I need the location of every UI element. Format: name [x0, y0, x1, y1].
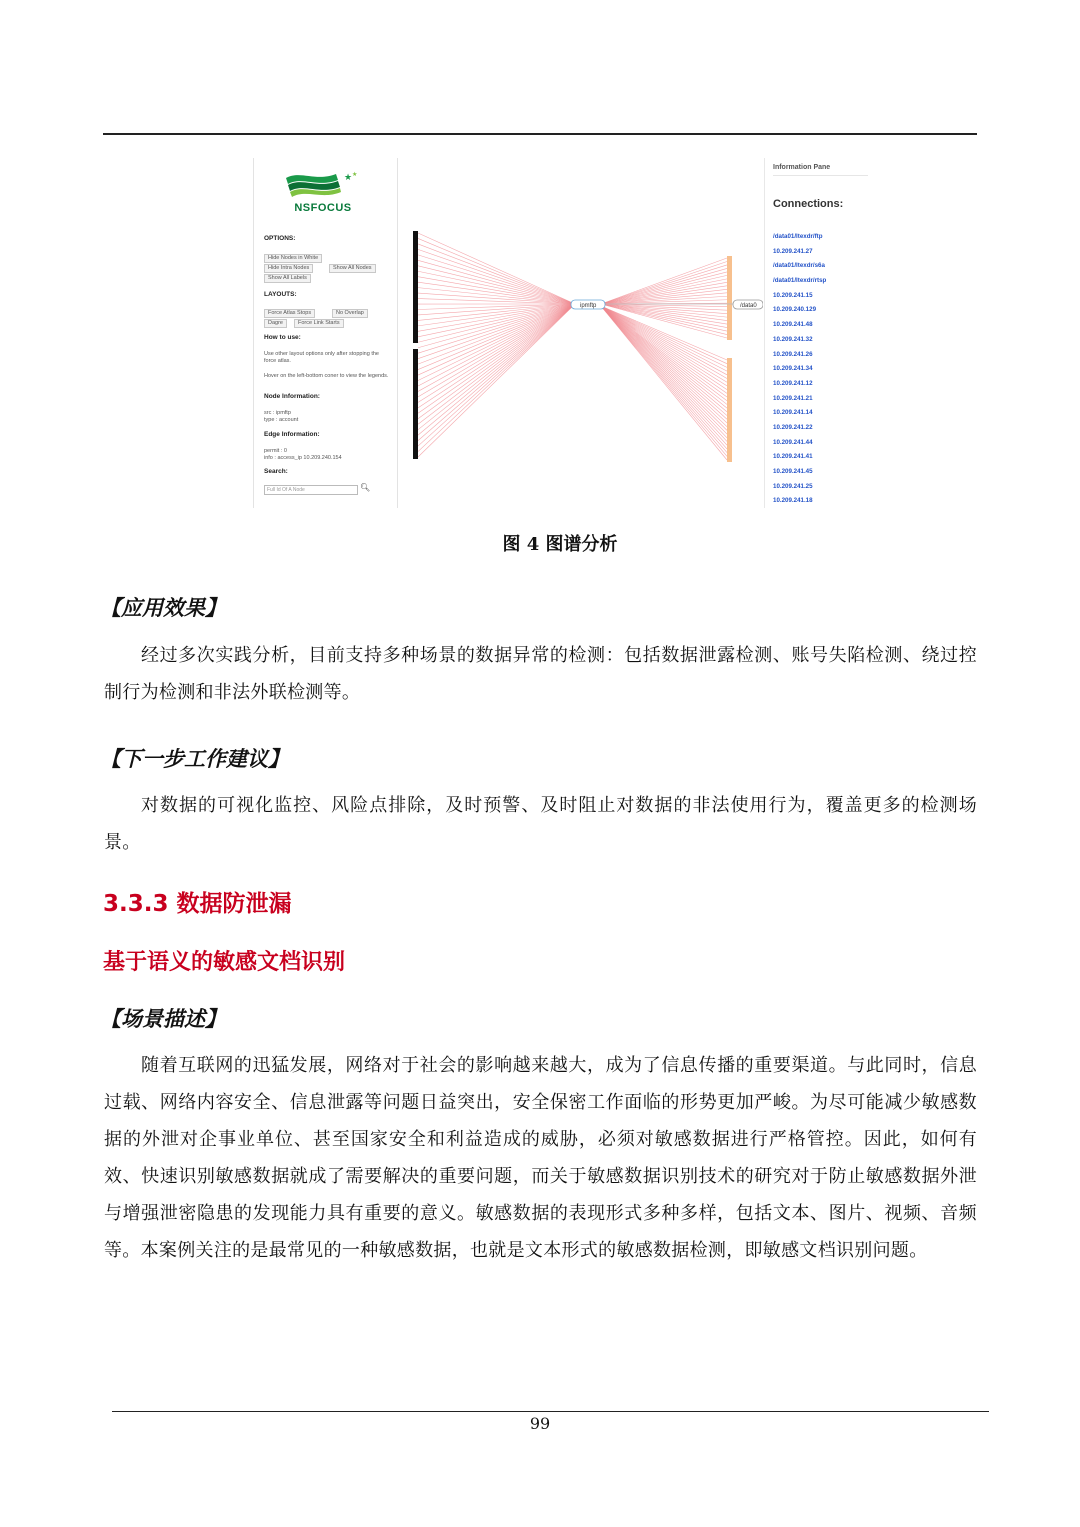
left-node-cluster-top[interactable] — [413, 231, 418, 343]
scene-paragraph: 随着互联网的迅猛发展，网络对于社会的影响越来越大，成为了信息传播的重要渠道。与此同时，信息过载、网络内容安全、信息泄露等问题日益突出，安全保密工作面临的形势更加严峻。为尽可能减少敏感数据的外泄对企事业单位、甚至国家安全和利益造成的威胁，必须对敏感数据进行严格管控。因此，如何有效、快速识别敏感数据就成了需要解决的重要问题，而关于敏感数据识别技术的研究对于防止敏感数据外泄与增强泄密隐患的发现能力具有重要的意义。敏感数据的表现形式多种多样，包括文本、图片、视频、音频等。本案例关注的是最常见的一种敏感数据，也就是文本形式的敏感数据检测，即敏感文档识别问题。 — [104, 1055, 977, 1261]
nsfocus-flag-icon — [278, 168, 368, 202]
connection-link[interactable]: 10.209.241.32 — [773, 335, 813, 343]
graph-edge — [601, 306, 727, 419]
effect-paragraph: 经过多次实践分析，目前支持多种场景的数据异常的检测：包括数据泄露检测、账号失陷检测、绕过控制行为检测和非法外联检测等。 — [104, 645, 977, 703]
show-all-nodes-button[interactable]: Show All Nodes — [329, 264, 376, 273]
graph-edge — [601, 306, 727, 412]
graph-edge — [601, 306, 727, 401]
connection-link[interactable]: 10.209.241.15 — [773, 291, 813, 299]
connection-link[interactable]: 10.209.241.26 — [773, 350, 813, 358]
dagre-button[interactable]: Dagre — [264, 319, 287, 328]
connection-link[interactable]: /data01/ltexdr/ftp — [773, 233, 823, 240]
footer-rule — [112, 1411, 989, 1412]
svg-text:★: ★ — [344, 172, 353, 182]
graph-edge — [418, 304, 575, 441]
options-title: OPTIONS: — [264, 235, 296, 242]
connection-link[interactable]: 10.209.241.45 — [773, 468, 813, 475]
node-search-input[interactable]: Full Id Of A Node — [264, 485, 358, 495]
network-graph — [403, 218, 763, 468]
graph-edge — [601, 306, 727, 434]
connection-link[interactable]: 10.209.241.27 — [773, 247, 813, 255]
nsfocus-logo — [278, 168, 368, 216]
hide-intra-nodes-button[interactable]: Hide Intra Nodes — [264, 264, 313, 273]
connection-link[interactable]: 10.209.240.129 — [773, 306, 817, 314]
connection-link[interactable]: 10.209.241.25 — [773, 482, 813, 490]
howto-title: How to use: — [264, 334, 301, 341]
node-info-line: src : ipmftp — [264, 410, 291, 416]
force-link-starts-button[interactable]: Force Link Starts — [294, 319, 344, 328]
graph-edge — [601, 272, 727, 304]
graph-edge — [418, 304, 575, 381]
graph-edge — [601, 306, 727, 453]
next-steps-paragraph: 对数据的可视化监控、风险点排除，及时预警、及时阻止对数据的非法使用行为，覆盖更多的检测场景。 — [104, 795, 977, 853]
node-info-line: type : account — [264, 417, 299, 423]
connection-link[interactable]: 10.209.241.41 — [773, 453, 813, 461]
right-node-cluster-top[interactable] — [727, 256, 732, 340]
graph-edge — [601, 306, 727, 416]
subsection-heading: 基于语义的敏感文档识别 — [103, 950, 346, 975]
connection-link[interactable]: 10.209.241.21 — [773, 394, 813, 402]
force-atlas-stops-button[interactable]: Force Atlas Stops — [264, 309, 315, 318]
graph-edge — [418, 260, 575, 304]
howto-line: Use other layout options only after stopping the force atlas. — [264, 351, 379, 364]
graph-edge — [418, 304, 575, 391]
information-pane — [764, 158, 876, 508]
graph-edge — [418, 255, 575, 304]
no-overlap-button[interactable]: No Overlap — [332, 309, 368, 318]
edge-info-title: Edge Information: — [264, 431, 320, 438]
connection-link[interactable]: 10.209.241.48 — [773, 321, 813, 329]
graph-edge — [418, 304, 575, 386]
connection-link[interactable]: 10.209.241.12 — [773, 379, 813, 387]
graph-edge — [418, 304, 575, 408]
svg-text:★: ★ — [352, 172, 358, 178]
effect-heading: 【应用效果】 — [100, 595, 226, 620]
connection-link[interactable]: 10.209.241.22 — [773, 423, 813, 431]
show-all-labels-button[interactable]: Show All Labels — [264, 274, 311, 283]
search-title: Search: — [264, 468, 288, 475]
graph-edge — [601, 258, 727, 304]
node-info-title: Node Information: — [264, 393, 320, 400]
graph-edge — [601, 306, 727, 379]
connections-title: Connections: — [773, 198, 844, 210]
search-icon[interactable]: 🔍︎ — [360, 483, 371, 492]
graph-edge — [418, 304, 575, 446]
edge-info-line: permit : 0 — [264, 448, 287, 454]
options-panel — [253, 158, 398, 508]
section-heading-3-3-3: 3.3.3 数据防泄漏 — [103, 891, 292, 917]
left-node-cluster-bottom[interactable] — [413, 349, 418, 459]
info-pane-divider — [773, 175, 868, 176]
graph-edge — [601, 306, 727, 456]
logo-text: NSFOCUS — [294, 202, 352, 214]
info-pane-title: Information Pane — [773, 164, 831, 171]
connection-link[interactable]: 10.209.241.14 — [773, 409, 813, 417]
edge-info-line: info : access_ip 10.209.240.154 — [264, 455, 342, 461]
connection-link[interactable]: 10.209.241.18 — [773, 497, 813, 505]
graph-edge — [418, 304, 575, 435]
connection-link[interactable]: /data01/ltexdr/s6a — [773, 262, 825, 270]
scene-heading: 【场景描述】 — [100, 1006, 226, 1031]
center-node-label: ipmftp — [580, 303, 597, 309]
graph-edge — [418, 304, 575, 419]
layouts-title: LAYOUTS: — [264, 291, 297, 298]
graph-edge — [601, 282, 727, 304]
connection-link[interactable]: 10.209.241.34 — [773, 365, 813, 373]
figure-caption: 图 4 图谱分析 — [502, 534, 618, 555]
graph-edge — [601, 275, 727, 304]
graph-edge — [601, 286, 727, 304]
graph-edge — [418, 304, 575, 353]
graph-edge — [418, 304, 575, 402]
page-number: 99 — [529, 1414, 551, 1433]
graph-edge — [601, 306, 727, 460]
next-steps-heading: 【下一步工作建议】 — [100, 746, 289, 771]
graph-edge — [601, 306, 727, 438]
connection-link[interactable]: /data01/ltexdr/rtsp — [773, 277, 827, 285]
right-node-cluster-bottom[interactable] — [727, 358, 732, 462]
right-node-label: /data0 — [740, 303, 757, 309]
graph-analysis-figure — [253, 158, 875, 508]
graph-edge — [601, 306, 727, 430]
connections-list — [773, 230, 826, 509]
howto-line: Hover on the left-bottom coner to view the legends. — [264, 373, 389, 379]
hide-nodes-white-button[interactable]: Hide Nodes in White — [264, 254, 322, 263]
header-rule — [103, 133, 977, 135]
connection-link[interactable]: 10.209.241.44 — [773, 438, 813, 446]
